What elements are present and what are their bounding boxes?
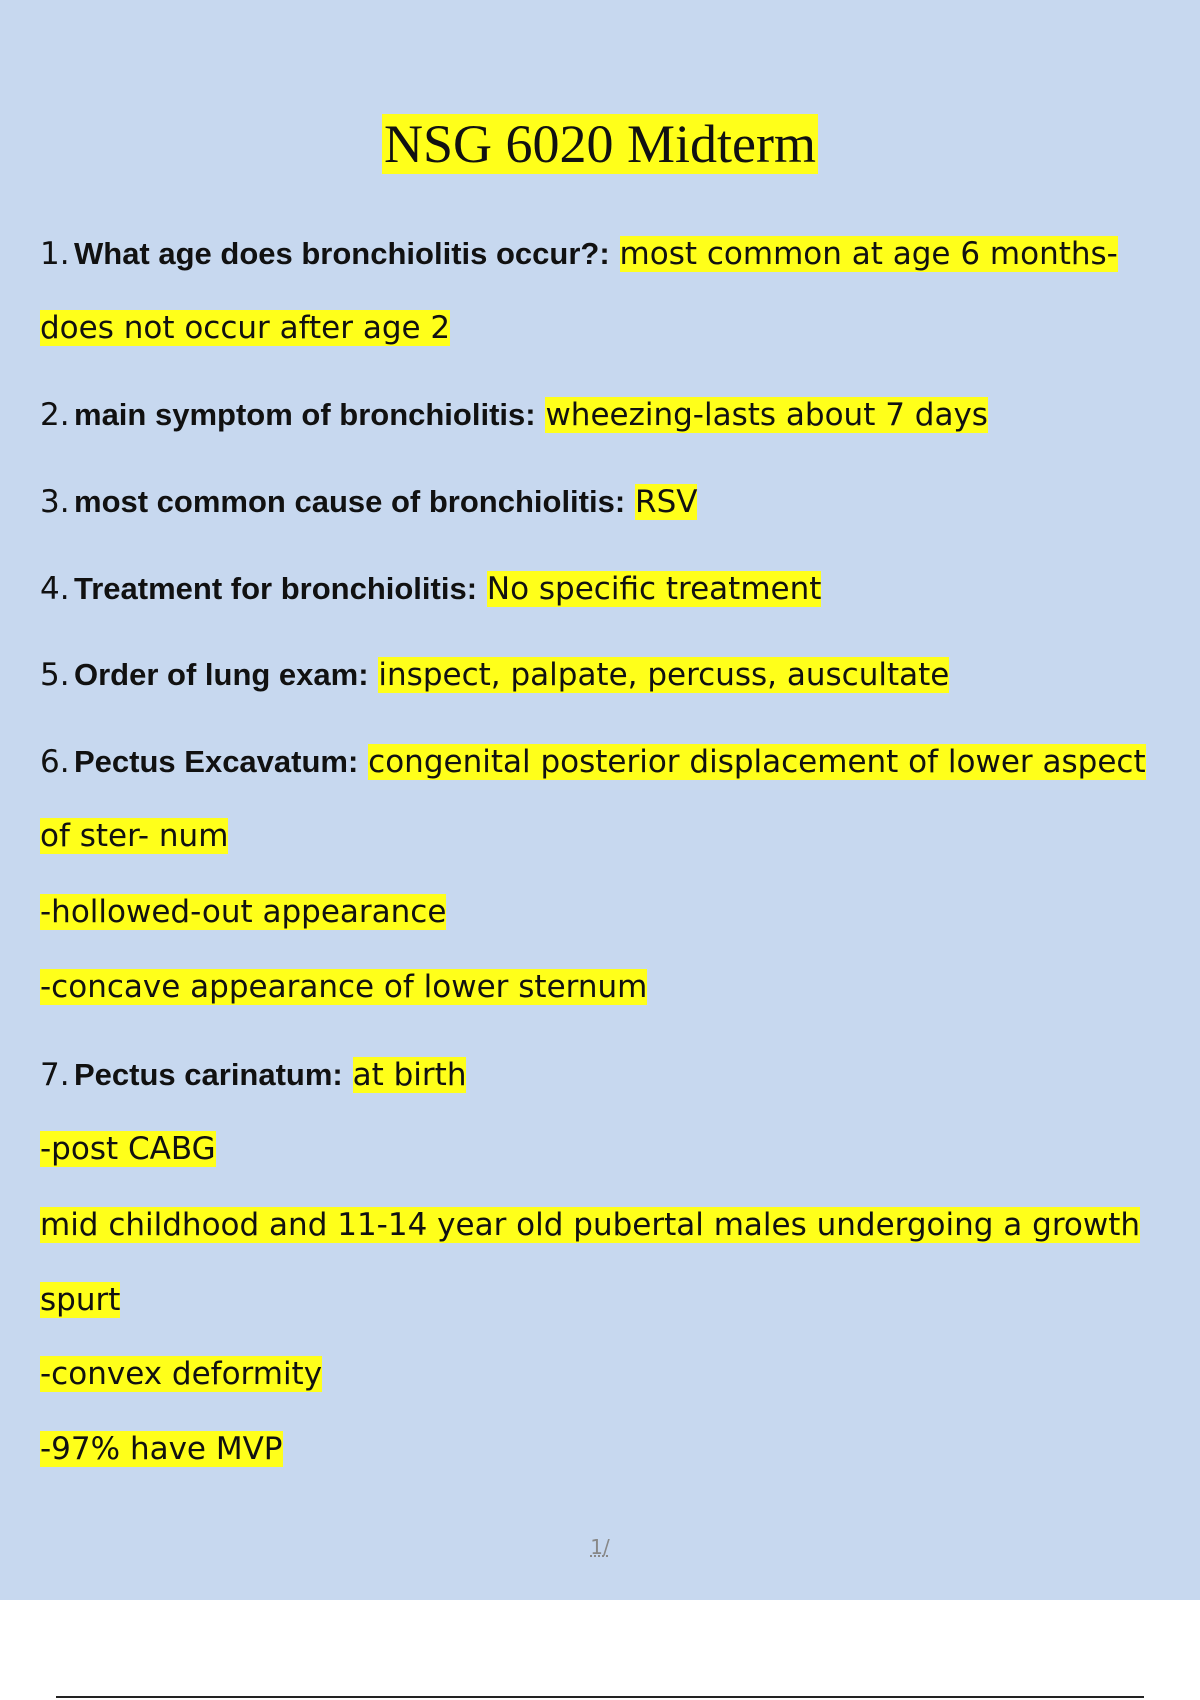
question-item-6-continuation <box>40 814 228 859</box>
answer-text: congenital posterior displacement of lower aspect <box>368 744 1146 780</box>
answer-text: of ster- num <box>40 818 229 854</box>
question-text: Pectus carinatum: <box>74 1057 343 1092</box>
answer-text: -hollowed-out appearance <box>40 894 447 930</box>
page-number: 1/ <box>590 1535 610 1559</box>
question-text: main symptom of bronchiolitis: <box>74 397 536 432</box>
question-text: Order of lung exam: <box>74 657 369 692</box>
question-text: most common cause of bronchiolitis: <box>74 484 626 519</box>
question-text: What age does bronchiolitis occur?: <box>74 236 610 271</box>
answer-text: spurt <box>40 1282 121 1318</box>
answer-text: -convex deformity <box>40 1356 323 1392</box>
answer-text: -concave appearance of lower sternum <box>40 969 648 1005</box>
question-item-7-extra-4 <box>40 1352 322 1397</box>
answer-text: does not occur after age 2 <box>40 310 451 346</box>
question-item-1-continuation <box>40 306 450 351</box>
answer-text: mid childhood and 11-14 year old pubertal males undergoing a growth <box>40 1207 1141 1243</box>
question-item-2: 2. main symptom of bronchiolitis: wheezing-lasts about 7 days <box>40 397 988 433</box>
question-item-7: 7. Pectus carinatum: at birth <box>40 1057 467 1093</box>
question-item-6-extra-1 <box>40 890 446 935</box>
question-text: Treatment for bronchiolitis: <box>74 571 478 606</box>
answer-text: wheezing-lasts about 7 days <box>545 397 988 433</box>
question-item-6: 6. Pectus Excavatum: congenital posterior displacement of lower aspect <box>40 744 1146 780</box>
question-item-7-extra-5 <box>40 1427 283 1472</box>
question-item-1: 1. What age does bronchiolitis occur?: most common at age 6 months- <box>40 236 1118 272</box>
bottom-divider <box>56 1696 1144 1698</box>
page-title: NSG 6020 Midterm <box>384 114 816 174</box>
answer-text: at birth <box>352 1057 467 1093</box>
question-text: Pectus Excavatum: <box>74 744 359 779</box>
answer-text: inspect, palpate, percuss, auscultate <box>378 657 950 693</box>
question-item-3: 3. most common cause of bronchiolitis: RSV <box>40 484 698 520</box>
question-item-6-extra-2 <box>40 965 647 1010</box>
answer-text: -post CABG <box>40 1131 216 1167</box>
answer-text: most common at age 6 months- <box>619 236 1118 272</box>
answer-text: No specific treatment <box>486 571 822 607</box>
answer-text: RSV <box>635 484 698 520</box>
question-item-7-extra-3 <box>40 1278 120 1323</box>
answer-text: -97% have MVP <box>40 1431 283 1467</box>
question-item-7-extra-1 <box>40 1127 216 1172</box>
question-item-7-extra-2 <box>40 1203 1140 1248</box>
question-item-4: 4. Treatment for bronchiolitis: No specific treatment <box>40 571 822 607</box>
question-item-5: 5. Order of lung exam: inspect, palpate, percuss, auscultate <box>40 657 950 693</box>
